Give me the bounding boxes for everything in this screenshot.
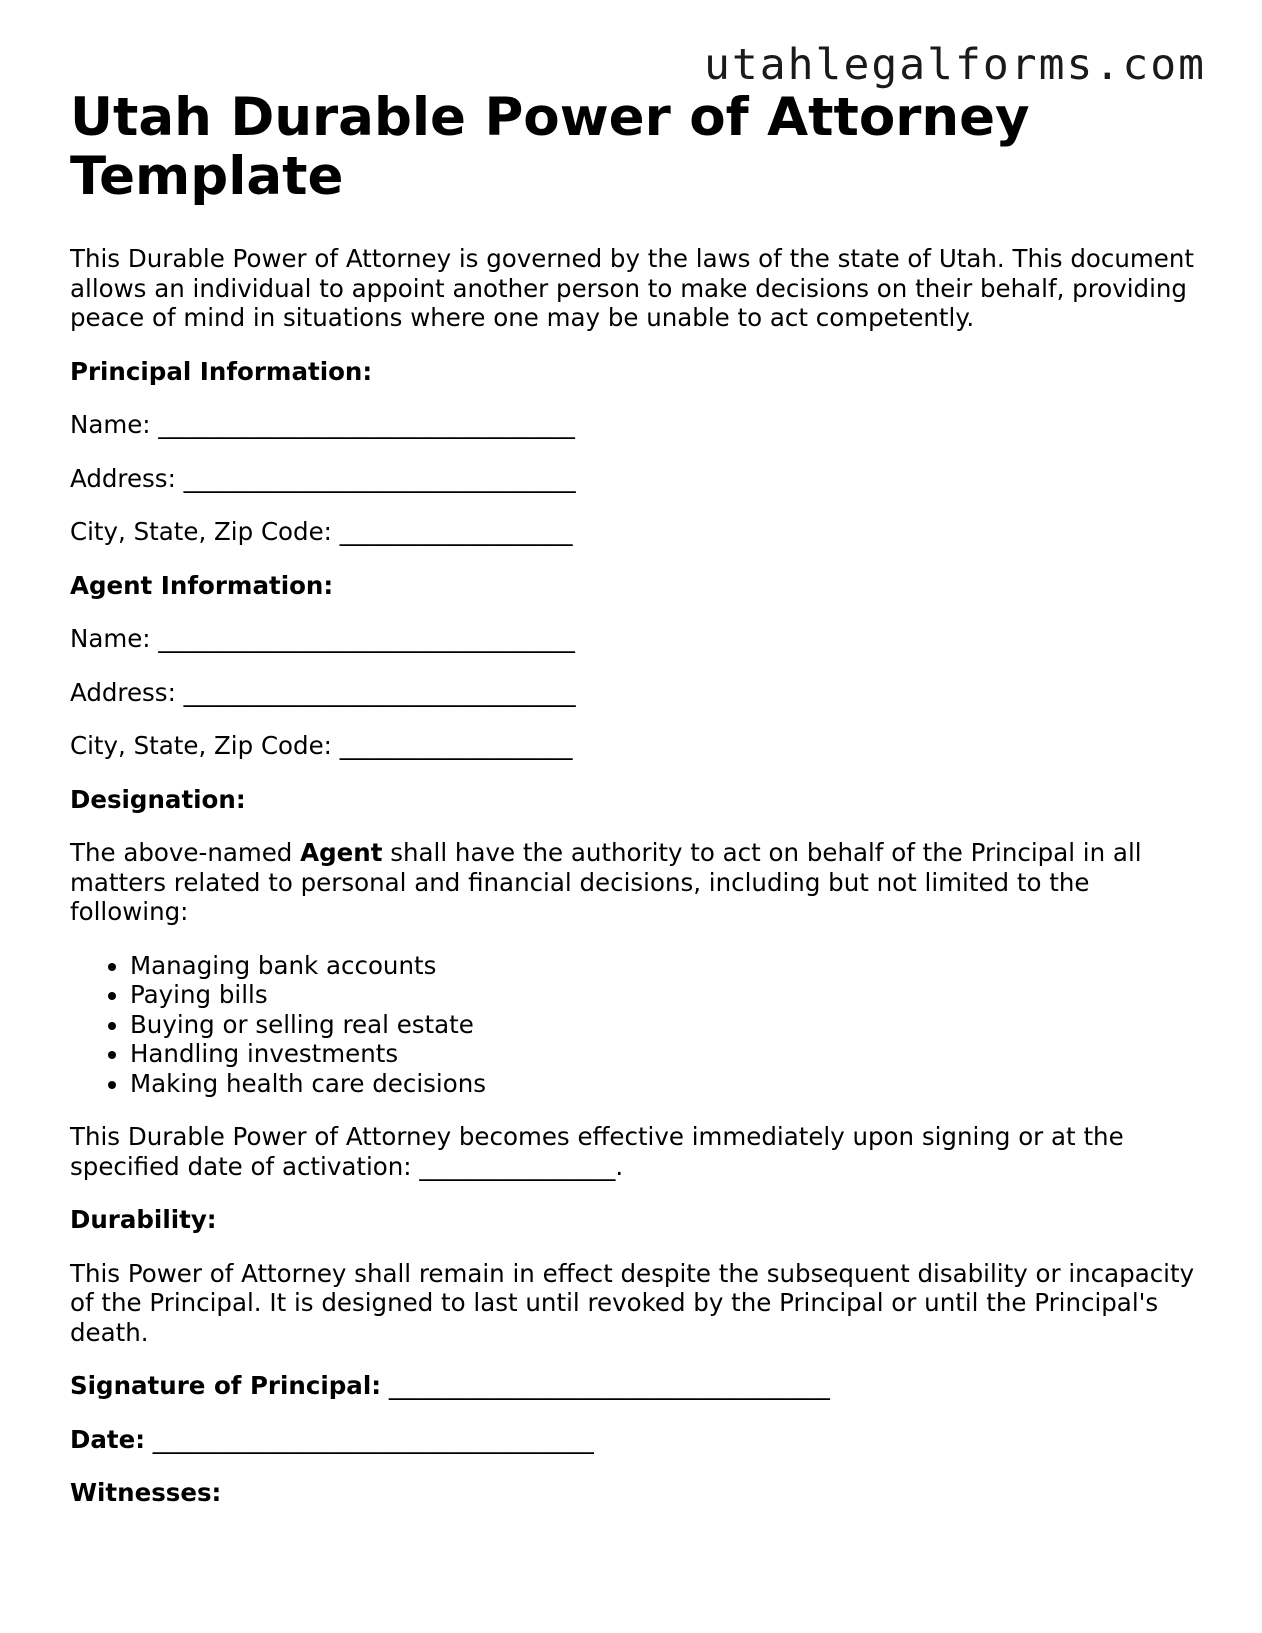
designation-agent-word: Agent (300, 838, 383, 867)
intro-paragraph: This Durable Power of Attorney is governed by the laws of the state of Utah. This document allows an individual to appoint another person to make decisions on their behalf, providing peace of mind in situations where one may be unable to act competently. (70, 244, 1194, 332)
list-item: • Making health care decisions (130, 1069, 1200, 1099)
site-watermark: utahlegalforms.com (704, 40, 1206, 90)
durability-paragraph: This Power of Attorney shall remain in effect despite the subsequent disability or incapacity of the Principal. It is designed to last until revoked by the Principal or until the Principal's death. (70, 1258, 1195, 1347)
designation-paragraph (70, 838, 1200, 927)
list-item: • Buying or selling real estate (130, 1010, 1200, 1040)
principal-city-field: City, State, Zip Code: ___________________ (70, 517, 573, 546)
list-item: • Managing bank accounts (130, 951, 1200, 981)
designation-text-after: shall have the authority to act on behalf of the Principal in all matters related to personal and financial decisions, including but not limited to the following: (70, 838, 1142, 926)
date-line: ____________________________________ (145, 1424, 594, 1454)
date-label: Date: (70, 1424, 145, 1454)
designation-text-before: The above-named (70, 838, 301, 867)
agent-name-field: Name: __________________________________ (70, 624, 575, 653)
witnesses-heading: Witnesses: (70, 1478, 222, 1507)
authority-list (70, 951, 1200, 1099)
designation-heading: Designation: (70, 784, 246, 814)
principal-name-field: Name: __________________________________ (70, 410, 575, 439)
effective-paragraph: This Durable Power of Attorney becomes effective immediately upon signing or at the specified date of activation: ________________. (70, 1122, 1124, 1181)
date-field (70, 1425, 1200, 1455)
agent-city-field: City, State, Zip Code: ___________________ (70, 731, 573, 760)
agent-heading: Agent Information: (70, 570, 334, 600)
list-item: • Handling investments (130, 1039, 1200, 1069)
page-title: Utah Durable Power of Attorney Template (70, 87, 1030, 207)
principal-heading: Principal Information: (70, 356, 373, 386)
durability-heading: Durability: (70, 1205, 217, 1234)
principal-address-field: Address: ________________________________ (70, 463, 576, 493)
document-page (70, 88, 1200, 1532)
list-item: • Paying bills (130, 980, 1200, 1010)
signature-field (70, 1371, 1200, 1401)
signature-line: ____________________________________ (381, 1371, 830, 1400)
signature-label: Signature of Principal: (70, 1371, 382, 1400)
agent-address-field: Address: ________________________________ (70, 677, 576, 707)
